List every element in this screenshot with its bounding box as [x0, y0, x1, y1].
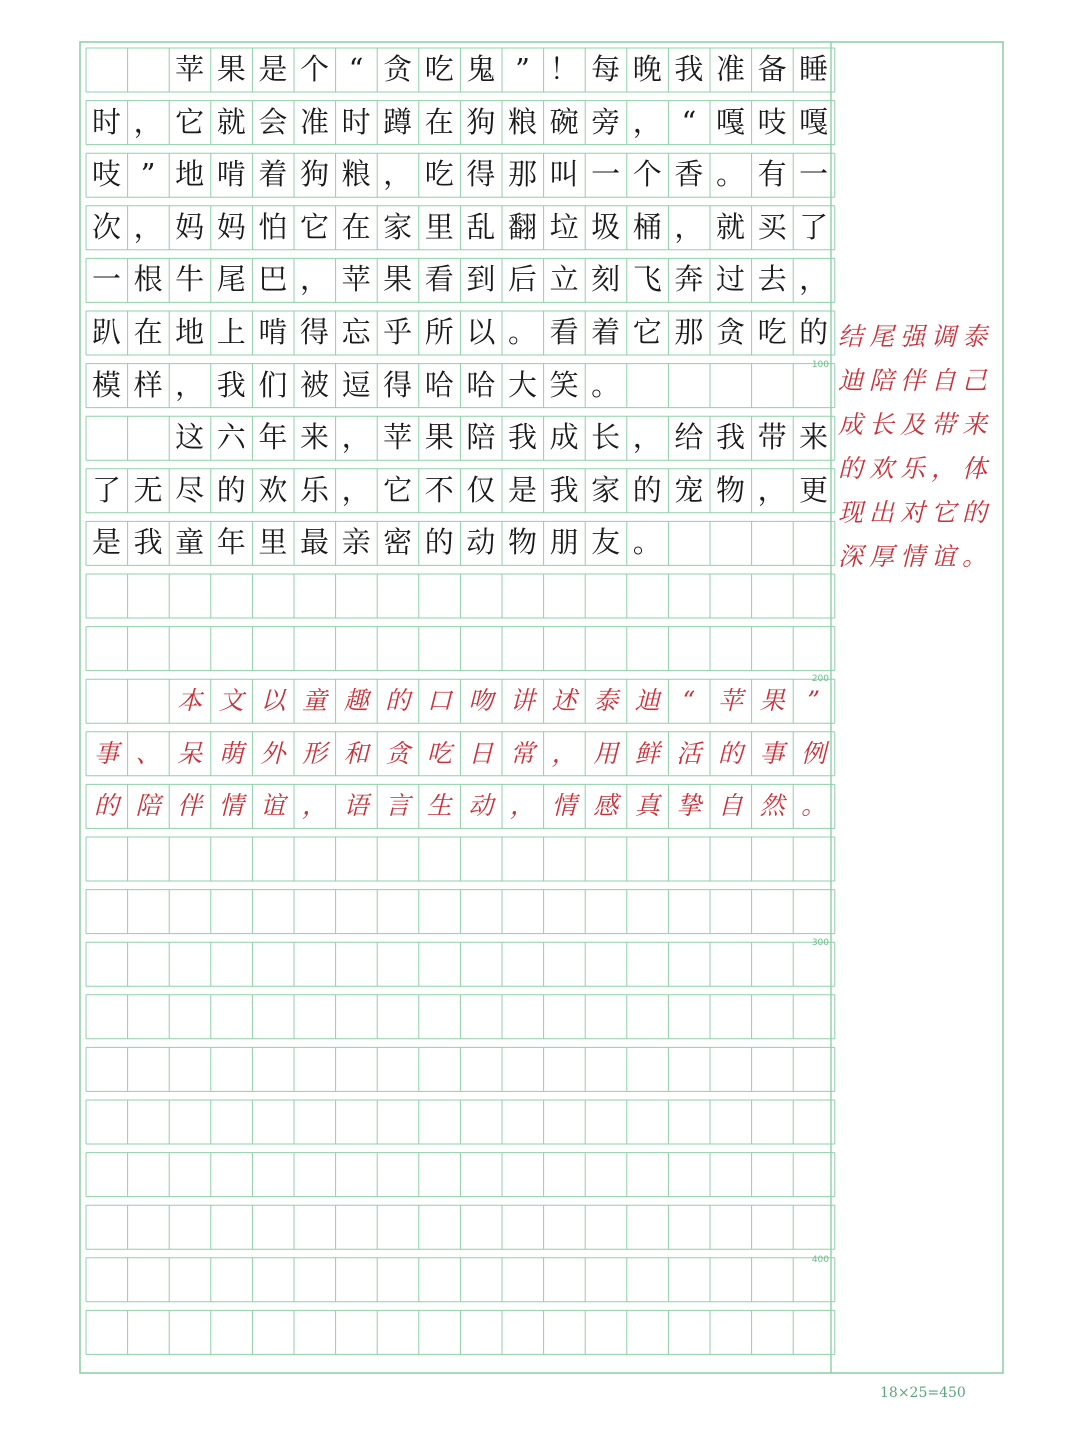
grid-character: 我	[715, 420, 745, 455]
grid-character: 迪	[634, 686, 660, 716]
grid-character: 年	[258, 420, 288, 455]
grid-character: 呆	[177, 738, 203, 768]
grid-character: 吃	[424, 157, 454, 192]
grid-character: 贪	[715, 315, 745, 349]
grid-character: 旁	[591, 104, 621, 139]
grid-character: 哈	[424, 367, 454, 402]
grid-character	[86, 55, 127, 84]
grid-character: 文	[218, 686, 244, 716]
grid-character: 有	[757, 157, 787, 192]
grid-character: 到	[466, 262, 496, 297]
grid-character: 翻	[507, 209, 537, 244]
grid-character: 了	[91, 472, 121, 507]
grid-character: 述	[551, 686, 577, 716]
grid-character: 的	[216, 472, 246, 507]
grid-character: 被	[299, 367, 329, 402]
grid-character: 备	[757, 52, 787, 86]
grid-character: 然	[759, 791, 785, 821]
grid-character: 它	[299, 209, 329, 244]
grid-character: 它	[383, 472, 413, 507]
grid-character: 得	[383, 367, 413, 402]
grid-character: 动	[466, 525, 496, 560]
grid-character: ，	[383, 157, 413, 192]
grid-character	[128, 688, 169, 713]
grid-character: 一	[591, 157, 621, 192]
grid-character: 个	[632, 157, 662, 192]
grid-character: 以	[466, 315, 496, 349]
grid-character: 苹	[717, 686, 743, 716]
grid-character: 每	[591, 52, 621, 86]
grid-character: 尽	[175, 472, 205, 507]
grid-character: 准	[299, 104, 329, 139]
grid-character: 的	[93, 791, 119, 821]
grid-character	[86, 688, 127, 713]
grid-size-label: 18×25=450	[880, 1385, 966, 1401]
grid-character: 乱	[466, 209, 496, 244]
grid-character: 妈	[216, 209, 246, 244]
grid-character: 不	[424, 472, 454, 507]
grid-character: 所	[424, 315, 454, 349]
grid-character: 粮	[341, 157, 371, 192]
grid-character: 萌	[218, 738, 244, 768]
grid-character: 本	[177, 686, 203, 716]
grid-character: 以	[260, 686, 286, 716]
grid-character: 是	[507, 472, 537, 507]
grid-character: 泰	[593, 686, 619, 716]
grid-character: 一	[799, 157, 829, 192]
grid-character: 友	[591, 525, 621, 560]
grid-character: 贪	[385, 738, 411, 768]
grid-character: 年	[216, 525, 246, 560]
word-count-marker: 400	[811, 1255, 829, 1265]
grid-character: 大	[507, 367, 537, 402]
grid-character: 家	[591, 472, 621, 507]
comment-line: 深厚情谊。	[838, 542, 994, 571]
grid-character: 陪	[466, 420, 496, 455]
grid-character: ，	[799, 262, 829, 297]
grid-character: 陪	[135, 791, 161, 821]
grid-character: 的	[424, 525, 454, 560]
grid-character: 次	[91, 209, 121, 244]
grid-character: 它	[632, 315, 662, 349]
grid-character: 吃	[426, 738, 452, 768]
word-count-marker: 300	[811, 938, 829, 948]
grid-character: 吃	[424, 52, 454, 86]
grid-character: 根	[133, 262, 163, 297]
grid-character: 逗	[341, 367, 371, 402]
grid-character: 吃	[757, 315, 787, 349]
grid-character: ，	[301, 791, 327, 821]
grid-character: 样	[133, 367, 163, 402]
grid-character: 去	[757, 262, 787, 297]
grid-character: 立	[549, 262, 579, 297]
grid-character: 。	[507, 315, 537, 349]
grid-character: 。	[801, 791, 827, 821]
grid-character: 宠	[674, 472, 704, 507]
grid-character: 成	[549, 420, 579, 455]
grid-character: 童	[175, 525, 205, 560]
grid-character: 果	[216, 52, 246, 86]
grid-character: 得	[466, 157, 496, 192]
grid-character: 这	[175, 420, 205, 455]
word-count-marker: 100	[811, 360, 829, 370]
grid-character: 无	[133, 472, 163, 507]
grid-character: 嘎	[715, 104, 745, 139]
grid-character: 狗	[299, 157, 329, 192]
grid-character: 碗	[549, 104, 579, 139]
grid-character: 了	[799, 209, 829, 244]
grid-character: 用	[593, 738, 619, 768]
grid-character: 朋	[549, 525, 579, 560]
grid-character: ！	[549, 52, 579, 86]
grid-character: 语	[343, 791, 369, 821]
grid-character: 更	[799, 472, 829, 507]
grid-character: 果	[759, 686, 785, 716]
grid-character: 地	[175, 315, 205, 349]
grid-character: 家	[383, 209, 413, 244]
grid-character: ”	[140, 157, 156, 192]
grid-character: 外	[260, 738, 286, 768]
grid-character: 那	[674, 315, 704, 349]
grid-character: ，	[341, 472, 371, 507]
grid-character: ，	[175, 367, 205, 402]
grid-character: 笑	[549, 367, 579, 402]
grid-character: 吱	[91, 157, 121, 192]
grid-character: 它	[175, 104, 205, 139]
grid-character: 哈	[466, 367, 496, 402]
grid-character: 在	[133, 315, 163, 349]
grid-character: 动	[468, 791, 494, 821]
grid-character: 谊	[260, 791, 286, 821]
grid-character: 带	[757, 420, 787, 455]
grid-character: 密	[383, 525, 413, 560]
grid-character: 晚	[632, 52, 662, 86]
grid-character: 桶	[632, 209, 662, 244]
grid-character: 言	[385, 791, 411, 821]
grid-character: 苹	[341, 262, 371, 297]
grid-character: 怕	[258, 209, 288, 244]
grid-character: 日	[468, 738, 494, 768]
grid-character: 在	[424, 104, 454, 139]
grid-character: 感	[593, 791, 619, 821]
grid-character: 的	[799, 315, 829, 349]
grid-character: 会	[258, 104, 288, 139]
grid-character: 我	[133, 525, 163, 560]
grid-character: 看	[424, 262, 454, 297]
comment-line: 现出对它的	[838, 498, 994, 527]
grid-character: ，	[299, 262, 329, 297]
grid-character: 得	[299, 315, 329, 349]
grid-character: 我	[674, 52, 704, 86]
grid-character: 趣	[343, 686, 369, 716]
grid-character: 趴	[91, 315, 121, 349]
grid-character: 看	[549, 315, 579, 349]
grid-character: 果	[424, 420, 454, 455]
grid-character: “	[681, 104, 697, 139]
grid-character: ，	[674, 209, 704, 244]
grid-character	[128, 55, 169, 84]
grid-character: 狗	[466, 104, 496, 139]
grid-character: 活	[676, 738, 702, 768]
grid-character: 是	[258, 52, 288, 86]
grid-character: 鲜	[634, 738, 660, 768]
grid-character: ，	[757, 472, 787, 507]
grid-character: 事	[759, 738, 785, 768]
grid-character: 吱	[757, 104, 787, 139]
grid-character: 来	[799, 420, 829, 455]
grid-character: 在	[341, 209, 371, 244]
grid-character: 就	[715, 209, 745, 244]
grid-character: 口	[426, 686, 452, 716]
grid-character: 形	[301, 738, 327, 768]
grid-character: 的	[717, 738, 743, 768]
comment-line: 结尾强调泰	[838, 322, 994, 351]
grid-character: 时	[341, 104, 371, 139]
grid-character: 们	[258, 367, 288, 402]
grid-character: 就	[216, 104, 246, 139]
grid-character: 我	[507, 420, 537, 455]
comment-line: 迪陪伴自己	[838, 366, 994, 395]
grid-character: 乐	[299, 472, 329, 507]
grid-character: 讲	[509, 686, 535, 716]
grid-character: ，	[133, 104, 163, 139]
grid-character: 吻	[468, 686, 494, 716]
grid-character	[128, 423, 169, 452]
grid-character: 贪	[383, 52, 413, 86]
grid-character: 、	[135, 738, 161, 768]
grid-character: 过	[715, 262, 745, 297]
grid-character: 。	[632, 525, 662, 560]
grid-character: ，	[133, 209, 163, 244]
grid-character: 香	[674, 157, 704, 192]
grid-character: 苹	[175, 52, 205, 86]
grid-character: 地	[175, 157, 205, 192]
grid-character: ，	[341, 420, 371, 455]
grid-character: ，	[551, 738, 577, 768]
grid-character: 情	[218, 791, 244, 821]
grid-character	[86, 423, 127, 452]
grid-character: 里	[424, 209, 454, 244]
grid-character: 伴	[177, 791, 203, 821]
grid-character: 忘	[341, 315, 371, 349]
grid-character: ”	[515, 52, 530, 86]
grid-character: 着	[591, 315, 621, 349]
grid-character: 苹	[383, 420, 413, 455]
grid-character: 。	[715, 157, 745, 192]
grid-character: 嘎	[799, 104, 829, 139]
grid-character: 里	[258, 525, 288, 560]
grid-character: 刻	[591, 262, 621, 297]
grid-character: 和	[343, 738, 369, 768]
word-count-marker: 200	[811, 674, 829, 684]
grid-character: 的	[385, 686, 411, 716]
grid-character: ”	[807, 686, 821, 716]
grid-character: 时	[91, 104, 121, 139]
grid-character: 垃	[549, 209, 579, 244]
grid-character: 自	[717, 791, 743, 821]
grid-character: 我	[549, 472, 579, 507]
grid-character: 巴	[258, 262, 288, 297]
grid-character: 真	[634, 791, 660, 821]
grid-character: 情	[551, 791, 577, 821]
grid-character: 啃	[258, 315, 288, 349]
grid-character: 物	[715, 472, 745, 507]
grid-character: 欢	[258, 472, 288, 507]
grid-character: 后	[507, 262, 537, 297]
grid-character: 给	[674, 420, 704, 455]
grid-character: 仅	[466, 472, 496, 507]
grid-character: ，	[509, 791, 535, 821]
grid-character: 童	[301, 686, 327, 716]
grid-character: 乎	[383, 315, 413, 349]
grid-character: 挚	[676, 791, 702, 821]
grid-character: 模	[91, 367, 121, 402]
grid-character: 亲	[341, 525, 371, 560]
grid-character: 长	[591, 420, 621, 455]
grid-character: 睡	[799, 52, 829, 86]
grid-character: 常	[509, 738, 535, 768]
grid-character: “	[682, 686, 696, 716]
grid-character: 买	[757, 209, 787, 244]
grid-character: 啃	[216, 157, 246, 192]
grid-character: 一	[91, 262, 121, 297]
grid-character: 奔	[674, 262, 704, 297]
grid-character: 圾	[591, 209, 621, 244]
grid-character: 来	[299, 420, 329, 455]
grid-character: 例	[801, 738, 827, 768]
grid-character: 粮	[507, 104, 537, 139]
grid-character: 物	[507, 525, 537, 560]
grid-character: 蹲	[383, 104, 413, 139]
grid-character: 最	[299, 525, 329, 560]
grid-character: 着	[258, 157, 288, 192]
grid-character: 上	[216, 315, 246, 349]
grid-character: 准	[715, 52, 745, 86]
grid-character: 那	[507, 157, 537, 192]
grid-character: ，	[632, 104, 662, 139]
grid-character: 飞	[632, 262, 662, 297]
comment-line: 的欢乐，体	[838, 454, 994, 483]
grid-character: ，	[632, 420, 662, 455]
grid-character: 生	[426, 791, 452, 821]
grid-character: 是	[91, 525, 121, 560]
grid-character: 鬼	[466, 52, 496, 86]
grid-character: 我	[216, 367, 246, 402]
grid-character: 叫	[549, 157, 579, 192]
grid-character: 事	[93, 738, 119, 768]
grid-character: “	[348, 52, 364, 86]
grid-character: 牛	[175, 262, 205, 297]
comment-line: 成长及带来	[838, 410, 994, 439]
grid-character: 六	[216, 420, 246, 455]
grid-character: 妈	[175, 209, 205, 244]
grid-character: 个	[299, 52, 329, 86]
grid-character: 尾	[216, 262, 246, 297]
grid-character: 。	[591, 367, 621, 402]
grid-character: 果	[383, 262, 413, 297]
grid-character: 的	[632, 472, 662, 507]
